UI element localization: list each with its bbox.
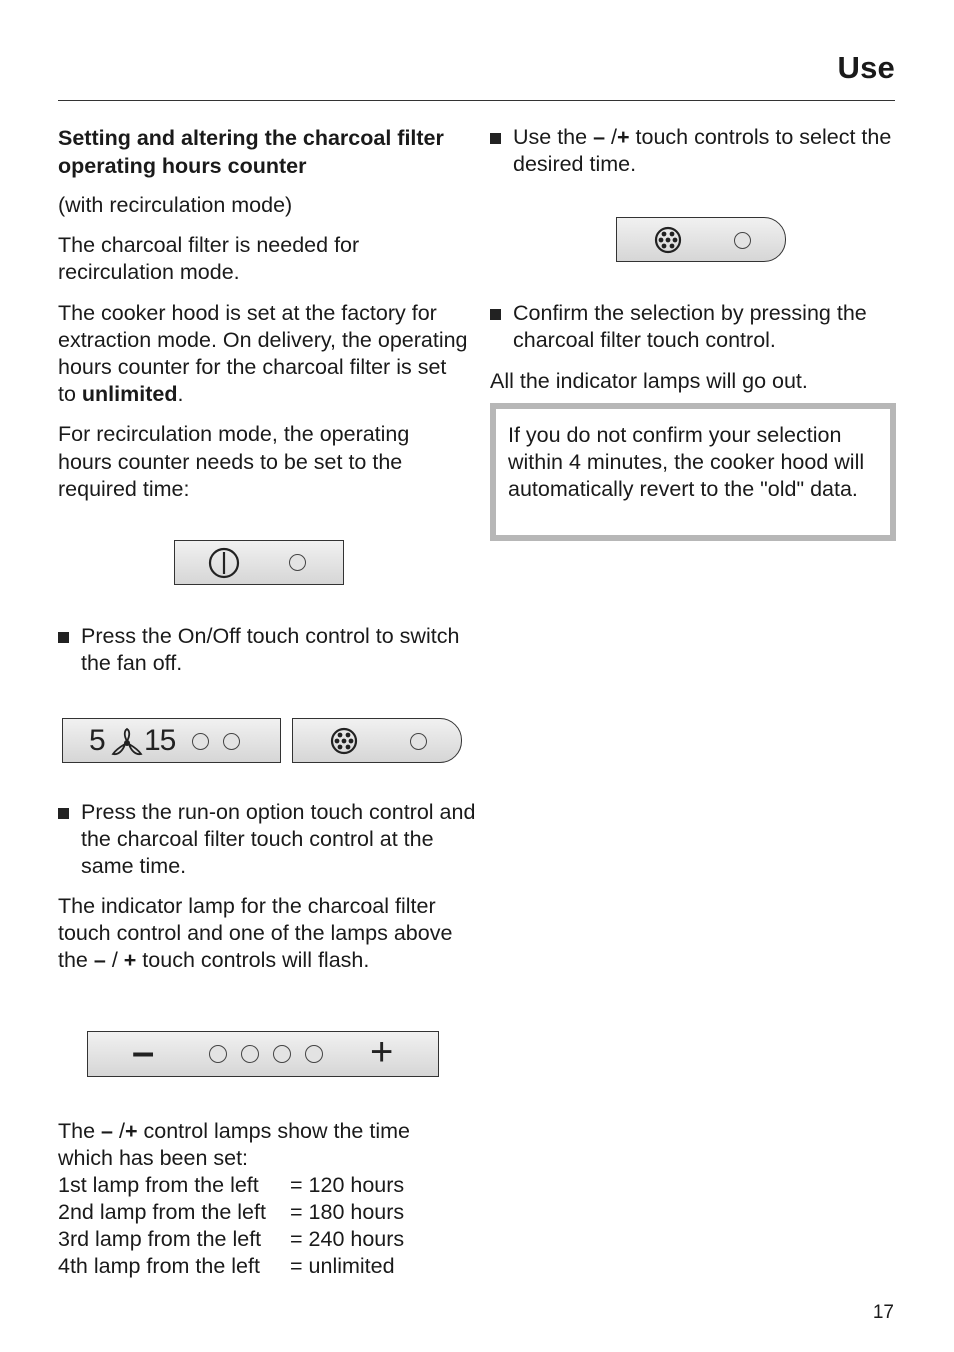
square-bullet-icon xyxy=(58,808,69,819)
lamp-time-section xyxy=(58,1118,468,1280)
square-bullet-icon xyxy=(490,133,501,144)
lamp-time-table xyxy=(58,1172,468,1280)
charcoal-filter-icon[interactable] xyxy=(653,225,683,255)
plus-button[interactable]: + xyxy=(370,1030,394,1074)
onoff-indicator-lamp xyxy=(289,554,306,571)
select-time-text: Use the xyxy=(513,125,594,149)
slash-symbol: / xyxy=(113,1119,125,1143)
onoff-control-panel xyxy=(174,540,344,585)
minus-symbol: – xyxy=(93,948,106,973)
plus-symbol: + xyxy=(617,125,630,149)
power-icon[interactable] xyxy=(206,545,242,581)
page-title: Use xyxy=(837,50,895,85)
lamp-value: = unlimited xyxy=(290,1254,395,1279)
lamp-label: 4th lamp from the left xyxy=(58,1254,260,1279)
paragraph-factory-setting xyxy=(58,300,468,409)
table-row xyxy=(58,1172,468,1199)
page-number: 17 xyxy=(872,1302,894,1323)
runon-control-panel xyxy=(62,718,281,763)
plus-symbol: + xyxy=(123,948,137,973)
paragraph-required-time: For recirculation mode, the operating hours counter needs to be set to the required time: xyxy=(58,422,410,501)
charcoal-filter-lamp xyxy=(410,733,427,750)
time-lamp-4 xyxy=(305,1045,323,1063)
paragraph-lamps-show-time xyxy=(58,1118,468,1172)
select-time-end: touch controls to select the desired time. xyxy=(513,125,892,177)
lamp-value: = 120 hours xyxy=(290,1173,405,1198)
instruction-press-onoff-text: Press the On/Off touch control to switch the fan off. xyxy=(81,624,460,676)
charcoal-filter-lamp xyxy=(734,232,751,249)
instruction-confirm-selection xyxy=(490,300,919,354)
table-row xyxy=(58,1226,468,1253)
runon-left-digit: 5 xyxy=(89,724,106,757)
lamp-value: = 180 hours xyxy=(290,1200,405,1225)
runon-right-digits: 15 xyxy=(144,724,176,757)
lamps-flash-end: touch controls will flash. xyxy=(136,948,370,973)
lamp-label: 2nd lamp from the left xyxy=(58,1200,266,1225)
table-row xyxy=(58,1199,468,1226)
lamps-show-time-end: control lamps show the time which has been set: xyxy=(58,1119,410,1171)
instruction-press-runon-charcoal xyxy=(58,799,491,881)
note-text: If you do not confirm your selection within 4 minutes, the cooker hood will automatically revert to the "old" data. xyxy=(508,423,865,502)
minus-button[interactable]: – xyxy=(132,1030,155,1074)
lamp-label: 1st lamp from the left xyxy=(58,1173,259,1198)
lamps-flash-text: The indicator lamp for the charcoal filter touch control and one of the lamps above the xyxy=(58,894,453,973)
minus-symbol: – xyxy=(101,1119,113,1143)
plus-symbol: + xyxy=(124,1119,138,1143)
charcoal-filter-control-panel-confirm xyxy=(616,217,786,262)
time-lamp-1 xyxy=(209,1045,227,1063)
lamp-label: 3rd lamp from the left xyxy=(58,1227,262,1252)
instruction-select-time xyxy=(490,124,919,178)
paragraph-lamps-flash xyxy=(58,893,468,975)
square-bullet-icon xyxy=(58,632,69,643)
factory-setting-text: The cooker hood is set at the factory for extraction mode. On delivery, the operating hours counter for the charcoal filter is set to xyxy=(58,300,468,407)
slash-symbol: / xyxy=(105,948,124,973)
charcoal-filter-icon[interactable] xyxy=(329,726,359,756)
paragraph-lamps-out: All the indicator lamps will go out. xyxy=(490,369,808,393)
lamps-show-time-text: The xyxy=(58,1119,102,1143)
instruction-press-onoff xyxy=(58,623,491,677)
square-bullet-icon xyxy=(490,309,501,320)
note-box xyxy=(490,403,896,541)
time-control-panel xyxy=(87,1031,439,1077)
table-row xyxy=(58,1253,468,1280)
header-divider xyxy=(58,100,895,101)
left-column xyxy=(58,125,468,516)
instruction-press-runon-charcoal-text: Press the run-on option touch control and the charcoal filter touch control at the same time. xyxy=(81,800,476,879)
fan-icon[interactable] xyxy=(110,727,144,757)
section-heading: Setting and altering the charcoal filter operating hours counter xyxy=(58,126,444,178)
slash-symbol: / xyxy=(605,125,617,149)
confirm-selection-text: Confirm the selection by pressing the charcoal filter touch control. xyxy=(513,301,867,353)
minus-symbol: – xyxy=(593,125,606,149)
lamp-value: = 240 hours xyxy=(290,1227,405,1252)
unlimited-emphasis: unlimited xyxy=(81,382,178,407)
charcoal-filter-control-panel xyxy=(292,718,462,763)
paragraph-charcoal-needed: The charcoal filter is needed for recirculation mode. xyxy=(58,233,360,285)
runon-lamp-2 xyxy=(223,733,240,750)
time-lamp-3 xyxy=(273,1045,291,1063)
runon-lamp-1 xyxy=(192,733,209,750)
time-lamp-2 xyxy=(241,1045,259,1063)
factory-setting-end: . xyxy=(177,382,184,407)
subtitle: (with recirculation mode) xyxy=(58,193,293,217)
